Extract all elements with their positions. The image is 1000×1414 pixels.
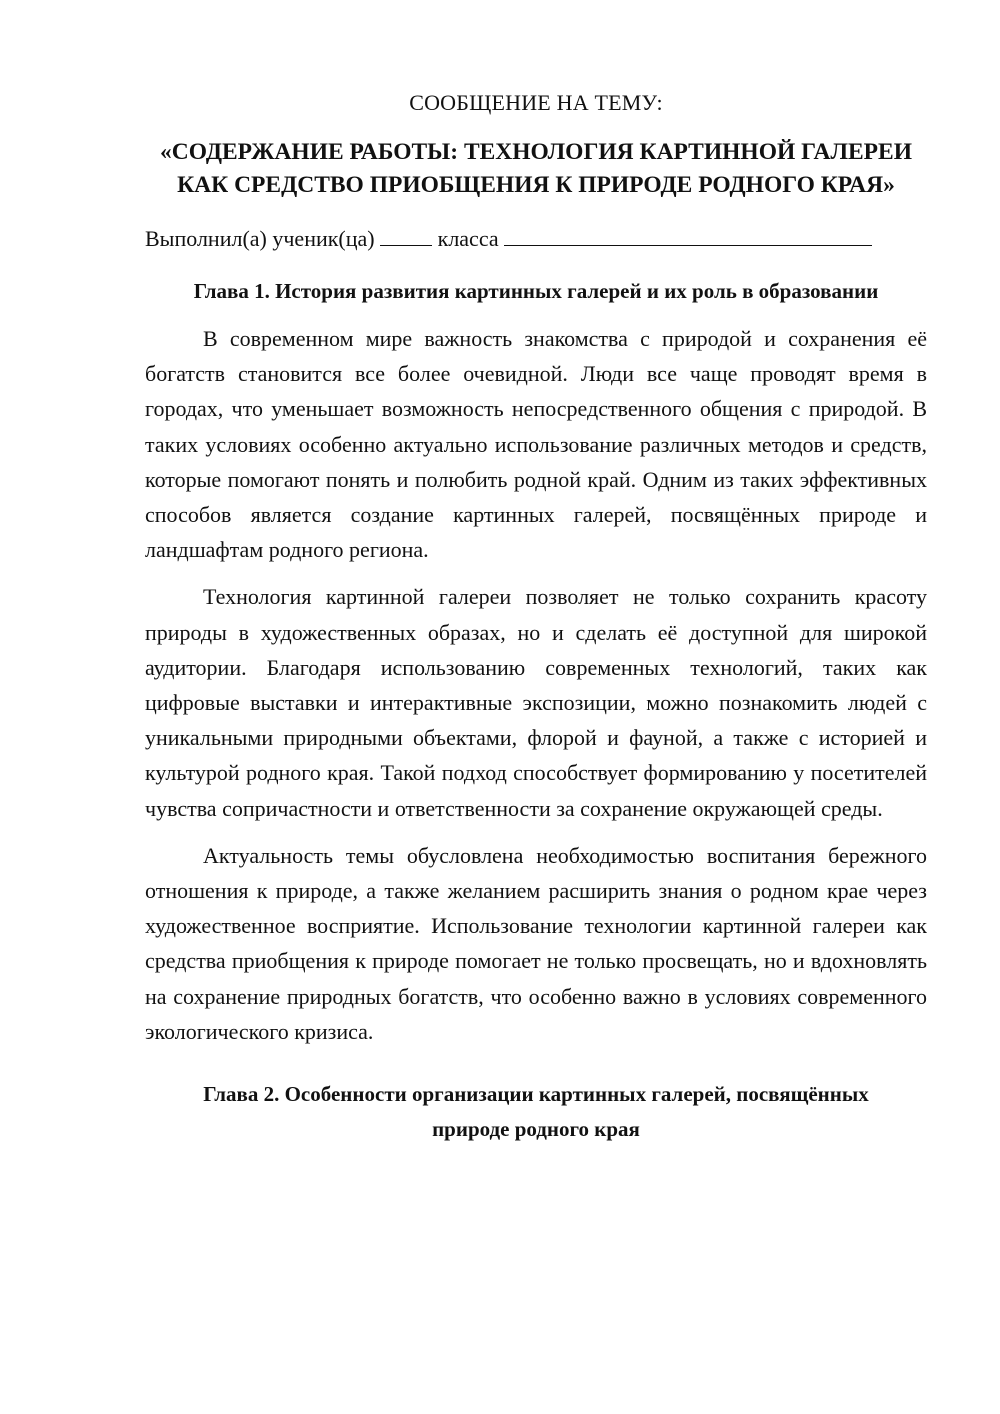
performed-by-label: Выполнил(а) ученик(ца) (145, 226, 375, 251)
grade-label: класса (437, 226, 499, 251)
chapter-2-heading-line: природе родного края (432, 1117, 640, 1142)
document-kicker: СООБЩЕНИЕ НА ТЕМУ: (409, 90, 663, 115)
title-line: «СОДЕРЖАНИЕ РАБОТЫ: ТЕХНОЛОГИЯ КАРТИННОЙ ГАЛЕРЕИ (160, 139, 912, 165)
author-line (145, 224, 927, 254)
chapter-2-heading-line: Глава 2. Особенности организации картинных галерей, посвящённых (203, 1082, 869, 1107)
document-title (145, 136, 927, 202)
paragraph: В современном мире важность знакомства с природой и сохранения её богатств становится все более очевидной. Люди все чаще проводят время в городах, что уменьшает возможность непосредственного общения с природой. В таких условиях особенно актуально использование различных методов и средств, которые помогают понять и полюбить родной край. Одним из таких эффективных способов является создание картинных галерей, посвящённых природе и ландшафтам родного региона. (145, 326, 927, 563)
grade-blank (380, 225, 432, 246)
document-page (145, 88, 927, 1159)
title-line: КАК СРЕДСТВО ПРИОБЩЕНИЯ К ПРИРОДЕ РОДНОГО КРАЯ» (177, 172, 895, 198)
chapter-2-heading (145, 1077, 927, 1147)
name-blank (504, 225, 872, 246)
chapter-1-heading: Глава 1. История развития картинных галерей и их роль в образовании (193, 279, 879, 303)
paragraph: Технология картинной галереи позволяет не только сохранить красоту природы в художественных образах, но и сделать её доступной для широкой аудитории. Благодаря использованию современных технологий, таких как цифровые выставки и интерактивные экспозиции, можно познакомить людей с уникальными природными объектами, флорой и фауной, а также с историей и культурой родного края. Такой подход способствует формированию у посетителей чувства сопричастности и ответственности за сохранение окружающей среды. (145, 584, 927, 821)
paragraph: Актуальность темы обусловлена необходимостью воспитания бережного отношения к природе, а также желанием расширить знания о родном крае через художественное восприятие. Использование технологии картинной галереи как средства приобщения к природе помогает не только просвещать, но и вдохновлять на сохранение природных богатств, что особенно важно в условиях современного экологического кризиса. (145, 842, 927, 1044)
